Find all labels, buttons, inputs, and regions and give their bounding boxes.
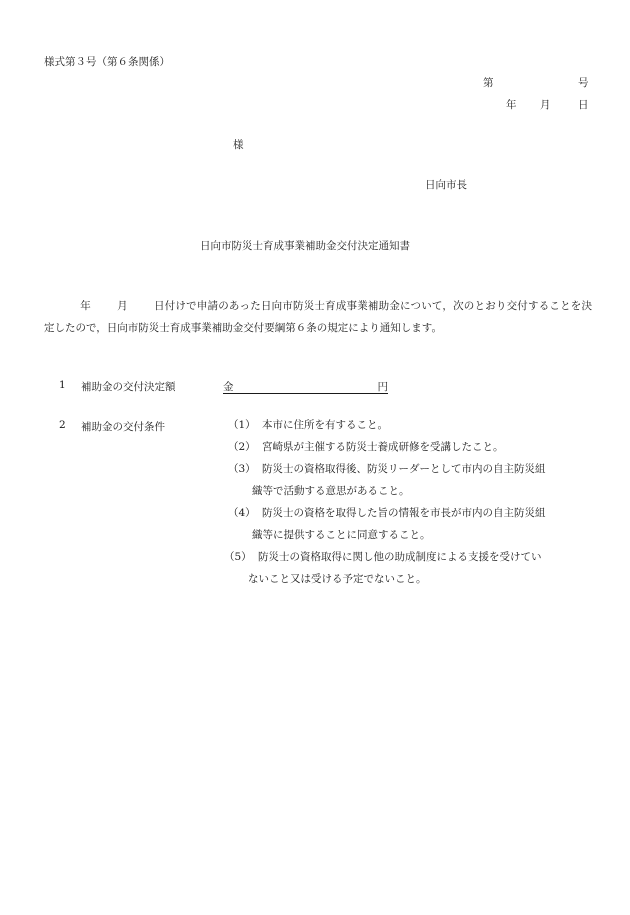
condition-number: （3） xyxy=(228,463,256,475)
issuer-name: 日向市長 xyxy=(425,179,467,191)
body-month-label: 月 xyxy=(116,300,128,312)
condition-number: （1） xyxy=(228,419,256,431)
condition-item xyxy=(228,458,546,480)
date-day-label: 日 xyxy=(578,99,589,111)
document-number-suffix: 号 xyxy=(578,77,589,89)
condition-continuation: 織等で活動する意思があること。 xyxy=(252,485,410,497)
condition-text: 宮崎県が主催する防災士養成研修を受講したこと。 xyxy=(262,441,504,453)
item1-number: 1 xyxy=(59,379,66,391)
item2-number: 2 xyxy=(59,419,66,431)
addressee-honorific: 様 xyxy=(233,139,244,151)
condition-number: （5） xyxy=(224,551,252,563)
condition-number: （4） xyxy=(228,507,256,519)
condition-item xyxy=(228,502,546,524)
amount-suffix: 円 xyxy=(377,381,388,393)
condition-text: 防災士の資格取得後、防災リーダーとして市内の自主防災組 xyxy=(262,463,546,475)
document-number-prefix: 第 xyxy=(483,77,494,89)
body-text: 日付けで申請のあった日向市防災士育成事業補助金について，次のとおり交付することを決定したので，日向市防災士育成事業補助金交付要綱第６条の規定により通知します。 xyxy=(44,300,592,334)
amount-prefix: 金 xyxy=(223,381,234,393)
condition-item xyxy=(228,436,504,458)
form-label: 様式第３号（第６条関係） xyxy=(44,56,170,68)
date-month-label: 月 xyxy=(540,99,551,111)
date-year-label: 年 xyxy=(506,99,517,111)
body-year-label: 年 xyxy=(80,300,91,312)
condition-text: 防災士の資格を取得した旨の情報を市長が市内の自主防災組 xyxy=(262,507,546,519)
body-paragraph xyxy=(44,295,592,339)
item1-label: 補助金の交付決定額 xyxy=(81,381,176,393)
amount-field xyxy=(223,379,388,394)
condition-item xyxy=(224,546,542,568)
condition-text: 防災士の資格取得に関し他の助成制度による支援を受けてい xyxy=(258,551,542,563)
condition-text: 本市に住所を有すること。 xyxy=(262,419,388,431)
condition-item xyxy=(228,414,388,436)
document-title: 日向市防災士育成事業補助金交付決定通知書 xyxy=(200,240,410,252)
condition-continuation: ないこと又は受ける予定でないこと。 xyxy=(248,573,427,585)
condition-number: （2） xyxy=(228,441,256,453)
item2-label: 補助金の交付条件 xyxy=(81,421,165,433)
condition-continuation: 織等に提供することに同意すること。 xyxy=(252,529,431,541)
